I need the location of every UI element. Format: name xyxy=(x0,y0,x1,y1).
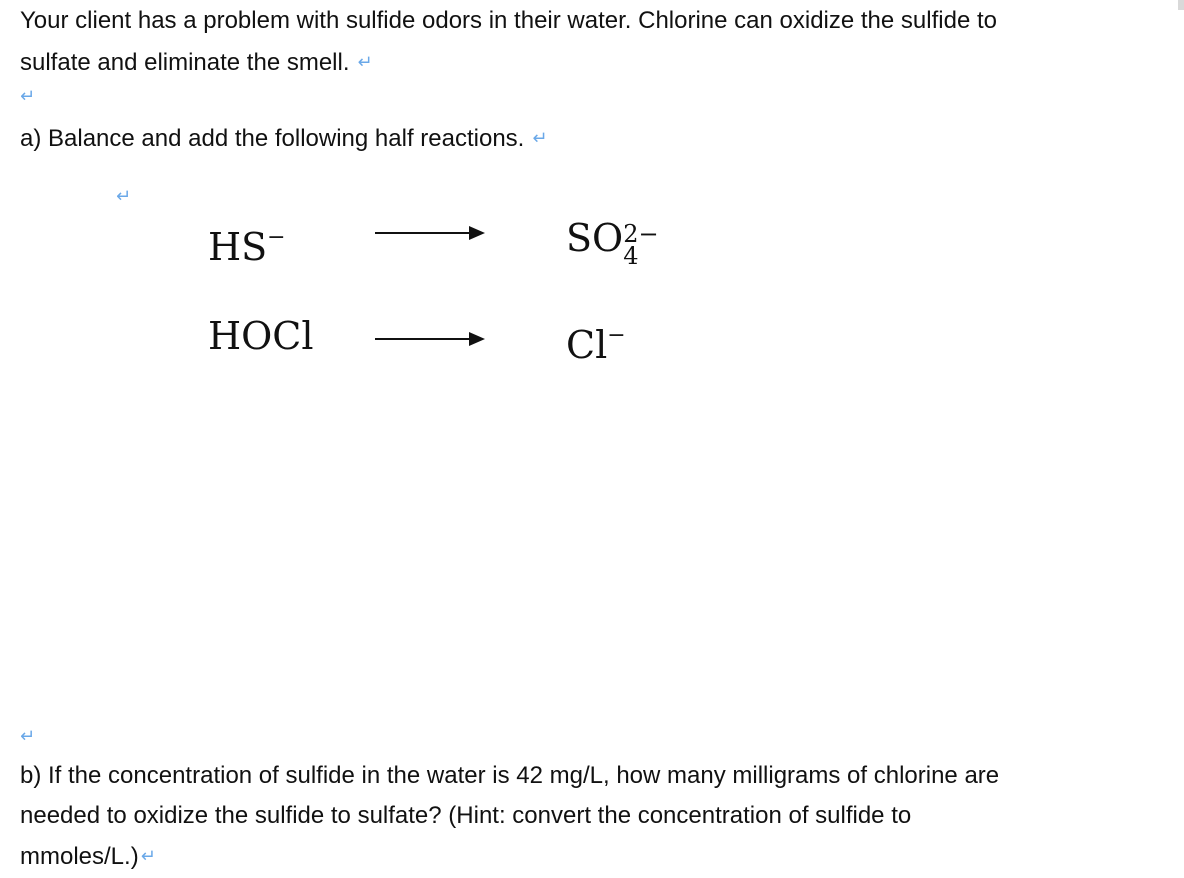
part-b-line-1 xyxy=(20,761,999,791)
part-b-line-2 xyxy=(20,801,911,831)
paragraph-mark-icon: ↵ xyxy=(140,846,156,866)
product-charge: 2− xyxy=(623,220,659,248)
reactant-formula: HOCl xyxy=(208,314,314,358)
intro-line-2 xyxy=(20,47,373,78)
paragraph-mark-icon: ↵ xyxy=(20,86,36,106)
part-b-text-3: mmoles/L.) xyxy=(20,843,139,870)
reaction-1-reactant xyxy=(208,216,286,269)
reaction-2-reactant xyxy=(208,314,314,358)
part-a-text: a) Balance and add the following half reactions. xyxy=(20,125,525,152)
product-formula: SO xyxy=(566,216,624,260)
part-b-text-2: needed to oxidize the sulfide to sulfate? (Hint: convert the concentration of sulfide to xyxy=(20,802,912,829)
product-formula: Cl xyxy=(566,323,608,367)
intro-text-2: sulfate and eliminate the smell. xyxy=(20,49,350,76)
paragraph-mark-icon: ↵ xyxy=(20,726,36,746)
reaction-2-arrow-icon xyxy=(375,332,485,346)
paragraph-mark-icon: ↵ xyxy=(357,52,373,72)
part-b-text-1: b) If the concentration of sulfide in the water is 42 mg/L, how many milligrams of chlorine are xyxy=(20,762,1000,789)
reactant-charge: − xyxy=(267,225,286,250)
paragraph-mark-icon: ↵ xyxy=(116,186,132,206)
part-a-heading xyxy=(20,123,547,154)
scrollbar-marker[interactable] xyxy=(1178,0,1184,10)
product-charge-group xyxy=(623,216,663,270)
paragraph-mark-icon: ↵ xyxy=(532,128,548,148)
intro-text-1: Your client has a problem with sulfide odors in their water. Chlorine can oxidize the sulfide to xyxy=(20,7,997,34)
reaction-2-product xyxy=(566,314,626,367)
reactant-formula: HS xyxy=(208,225,268,269)
reaction-1-arrow-icon xyxy=(375,226,485,240)
product-charge: − xyxy=(607,323,626,348)
intro-line-1 xyxy=(20,6,997,36)
part-b-line-3 xyxy=(20,841,156,872)
reaction-1-product xyxy=(566,216,663,270)
product-subscript: 4 xyxy=(623,242,639,270)
